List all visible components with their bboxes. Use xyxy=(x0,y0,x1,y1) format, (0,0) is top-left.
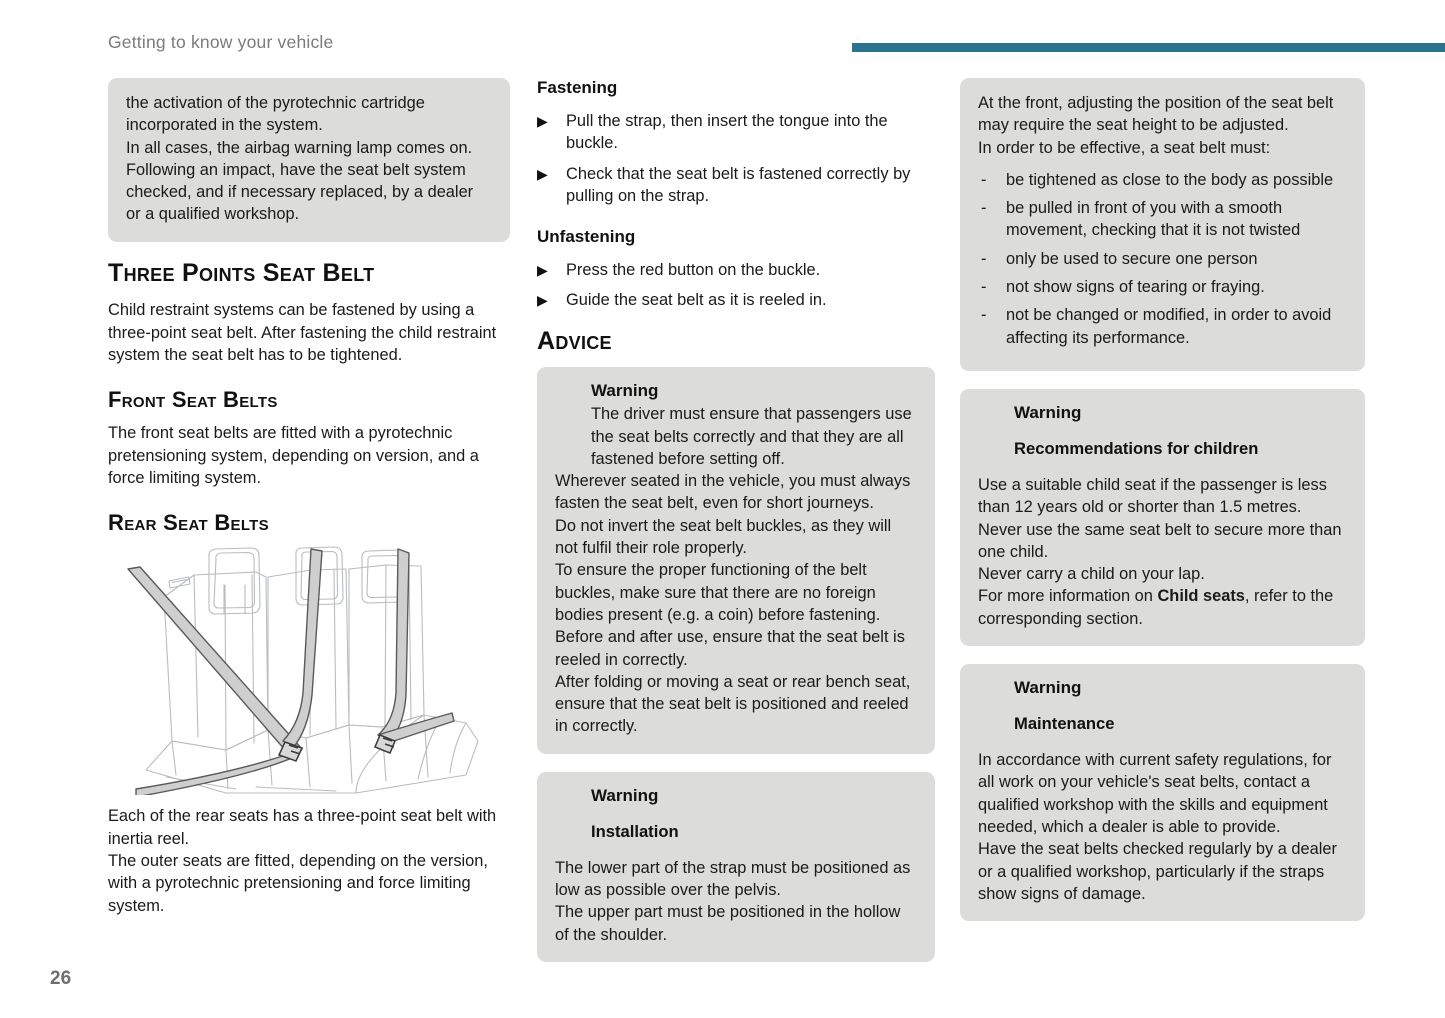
warning-children-para-4 xyxy=(978,585,1347,630)
dash-bullet-icon: - xyxy=(981,170,987,189)
para-4-prefix: For more information on xyxy=(978,587,1158,606)
warning-driver-para-4: To ensure the proper functioning of the belt buckles, make sure that there are no foreign bodies present (e.g. a coin) before fastening. xyxy=(555,561,881,624)
seat-belt-effectiveness-box xyxy=(960,78,1365,371)
list-item xyxy=(537,259,935,281)
list-item-label: not show signs of tearing or fraying. xyxy=(1006,278,1265,297)
warning-title: Warning xyxy=(591,381,659,401)
warning-installation-body xyxy=(555,857,917,946)
intro-line-2: In all cases, the airbag warning lamp comes on. xyxy=(126,138,473,157)
list-item-label: be pulled in front of you with a smooth movement, checking that it is not twisted xyxy=(1006,199,1301,240)
para-4-suffix: , refer to the corresponding section. xyxy=(978,587,1334,628)
warning-driver-para-5: Before and after use, ensure that the seat belt is reeled in correctly. xyxy=(555,628,905,669)
heading-rear-seat-belts: Rear Seat Belts xyxy=(108,510,269,536)
child-seats-reference: Child seats xyxy=(1157,587,1245,606)
list-item xyxy=(537,110,935,155)
warning-driver-para-1: The driver must ensure that passengers use the seat belts correctly and that they are all fastened before setting off. xyxy=(591,405,912,468)
page-header xyxy=(0,0,1445,62)
list-item-label: Pull the strap, then insert the tongue into the buckle. xyxy=(566,112,888,153)
list-item-label: not be changed or modified, in order to avoid affecting its performance. xyxy=(1006,306,1332,347)
warning-maintenance-body xyxy=(978,749,1347,905)
list-item xyxy=(978,304,1347,349)
list-item-label: only be used to secure one person xyxy=(1006,249,1258,268)
warning-title: Warning xyxy=(591,785,659,805)
list-item-label: Guide the seat belt as it is reeled in. xyxy=(566,291,827,310)
warning-subtitle: Maintenance xyxy=(1014,714,1115,734)
header-accent-rule xyxy=(852,43,1445,52)
warning-driver-para-3: Do not invert the seat belt buckles, as they will not fulfil their role properly. xyxy=(555,516,892,558)
column-one xyxy=(0,78,510,980)
effectiveness-bullet-list xyxy=(978,169,1347,349)
warning-children-para-2: Never use the same seat belt to secure more than one child. xyxy=(978,520,1342,561)
list-item xyxy=(978,197,1347,242)
warning-driver-para-2: Wherever seated in the vehicle, you must always fasten the seat belt, even for short journeys. xyxy=(555,472,911,513)
front-seat-belts-paragraph: The front seat belts are fitted with a pyrotechnic pretensioning system, depending on version, and a force limiting system. xyxy=(108,424,479,487)
arrow-bullet-icon: ▶ xyxy=(537,165,548,182)
intro-line-1: the activation of the pyrotechnic cartridge incorporated in the system. xyxy=(126,94,425,135)
arrow-bullet-icon: ▶ xyxy=(537,113,548,129)
heading-advice: Advice xyxy=(537,326,612,355)
rear-seat-belt-illustration xyxy=(106,545,506,795)
warning-header xyxy=(978,678,1347,700)
heading-unfastening: Unfastening xyxy=(537,227,636,247)
list-item-label: Press the red button on the buckle. xyxy=(566,261,821,280)
warning-title: Warning xyxy=(1014,402,1082,422)
heading-fastening: Fastening xyxy=(537,78,618,97)
warning-driver-para-6: After folding or moving a seat or rear bench seat, ensure that the seat belt is positioned and reeled in correctly. xyxy=(555,672,911,736)
rear-seat-paragraph-1: Each of the rear seats has a three-point seat belt with inertia reel. xyxy=(108,807,497,848)
column-two xyxy=(510,78,935,980)
list-item-label: Check that the seat belt is fastened correctly by pulling on the strap. xyxy=(566,164,911,205)
unfastening-steps-list xyxy=(537,259,935,312)
intro-info-box xyxy=(108,78,510,242)
warning-children-body xyxy=(978,474,1347,630)
list-item xyxy=(537,289,935,311)
list-item xyxy=(537,163,935,208)
rear-seat-paragraph-2: The outer seats are fitted, depending on the version, with a pyrotechnic pretensioning and force limiting system. xyxy=(108,852,488,915)
warning-installation-para-2: The upper part must be positioned in the hollow of the shoulder. xyxy=(555,903,901,944)
warning-header xyxy=(555,786,917,808)
warning-subtitle: Installation xyxy=(591,821,679,841)
warning-children-para-3: Never carry a child on your lap. xyxy=(978,565,1205,584)
warning-maintenance-para-2: Have the seat belts checked regularly by a dealer or a qualified workshop, particularly if the straps show signs of damage. xyxy=(978,840,1337,903)
warning-maintenance-para-1: In accordance with current safety regulations, for all work on your vehicle's seat belts, contact a qualified workshop with the skills and equipment needed, which a dealer is able to provide. xyxy=(978,751,1332,836)
warning-box-children xyxy=(960,389,1365,646)
warning-box-driver xyxy=(537,367,935,753)
list-item-label: be tightened as close to the body as possible xyxy=(1006,170,1334,189)
page-header-title: Getting to know your vehicle xyxy=(108,32,334,52)
warning-installation-para-1: The lower part of the strap must be positioned as low as possible over the pelvis. xyxy=(555,858,911,900)
list-item xyxy=(978,169,1347,191)
intro-line-3: Following an impact, have the seat belt system checked, and if necessary replaced, by a dealer or a qualified workshop. xyxy=(126,160,474,224)
arrow-bullet-icon: ▶ xyxy=(537,262,548,279)
dash-bullet-icon: - xyxy=(981,278,987,297)
three-points-paragraph: Child restraint systems can be fastened by using a three-point seat belt. After fastening the child restraint system the seat belt has to be tightened. xyxy=(108,301,497,364)
warning-box-maintenance xyxy=(960,664,1365,921)
effectiveness-para-2: In order to be effective, a seat belt must: xyxy=(978,138,1271,157)
column-three xyxy=(935,78,1445,980)
warning-title: Warning xyxy=(1014,678,1082,698)
page-number: 26 xyxy=(50,968,72,989)
warning-header xyxy=(978,403,1347,425)
dash-bullet-icon: - xyxy=(981,249,987,268)
heading-front-seat-belts: Front Seat Belts xyxy=(108,387,278,413)
page-columns xyxy=(0,78,1445,980)
dash-bullet-icon: - xyxy=(981,306,987,325)
warning-subtitle: Recommendations for children xyxy=(1014,438,1259,458)
warning-box-installation xyxy=(537,772,935,962)
list-item xyxy=(978,248,1347,270)
arrow-bullet-icon: ▶ xyxy=(537,292,548,309)
heading-three-points-seat-belt: Three Points Seat Belt xyxy=(108,258,375,287)
list-item xyxy=(978,276,1347,298)
fastening-steps-list xyxy=(537,110,935,207)
warning-children-para-1: Use a suitable child seat if the passenger is less than 12 years old or shorter than 1.5 metres. xyxy=(978,475,1327,517)
effectiveness-para-1: At the front, adjusting the position of the seat belt may require the seat height to be adjusted. xyxy=(978,94,1334,135)
dash-bullet-icon: - xyxy=(981,199,987,218)
warning-header xyxy=(555,381,917,403)
